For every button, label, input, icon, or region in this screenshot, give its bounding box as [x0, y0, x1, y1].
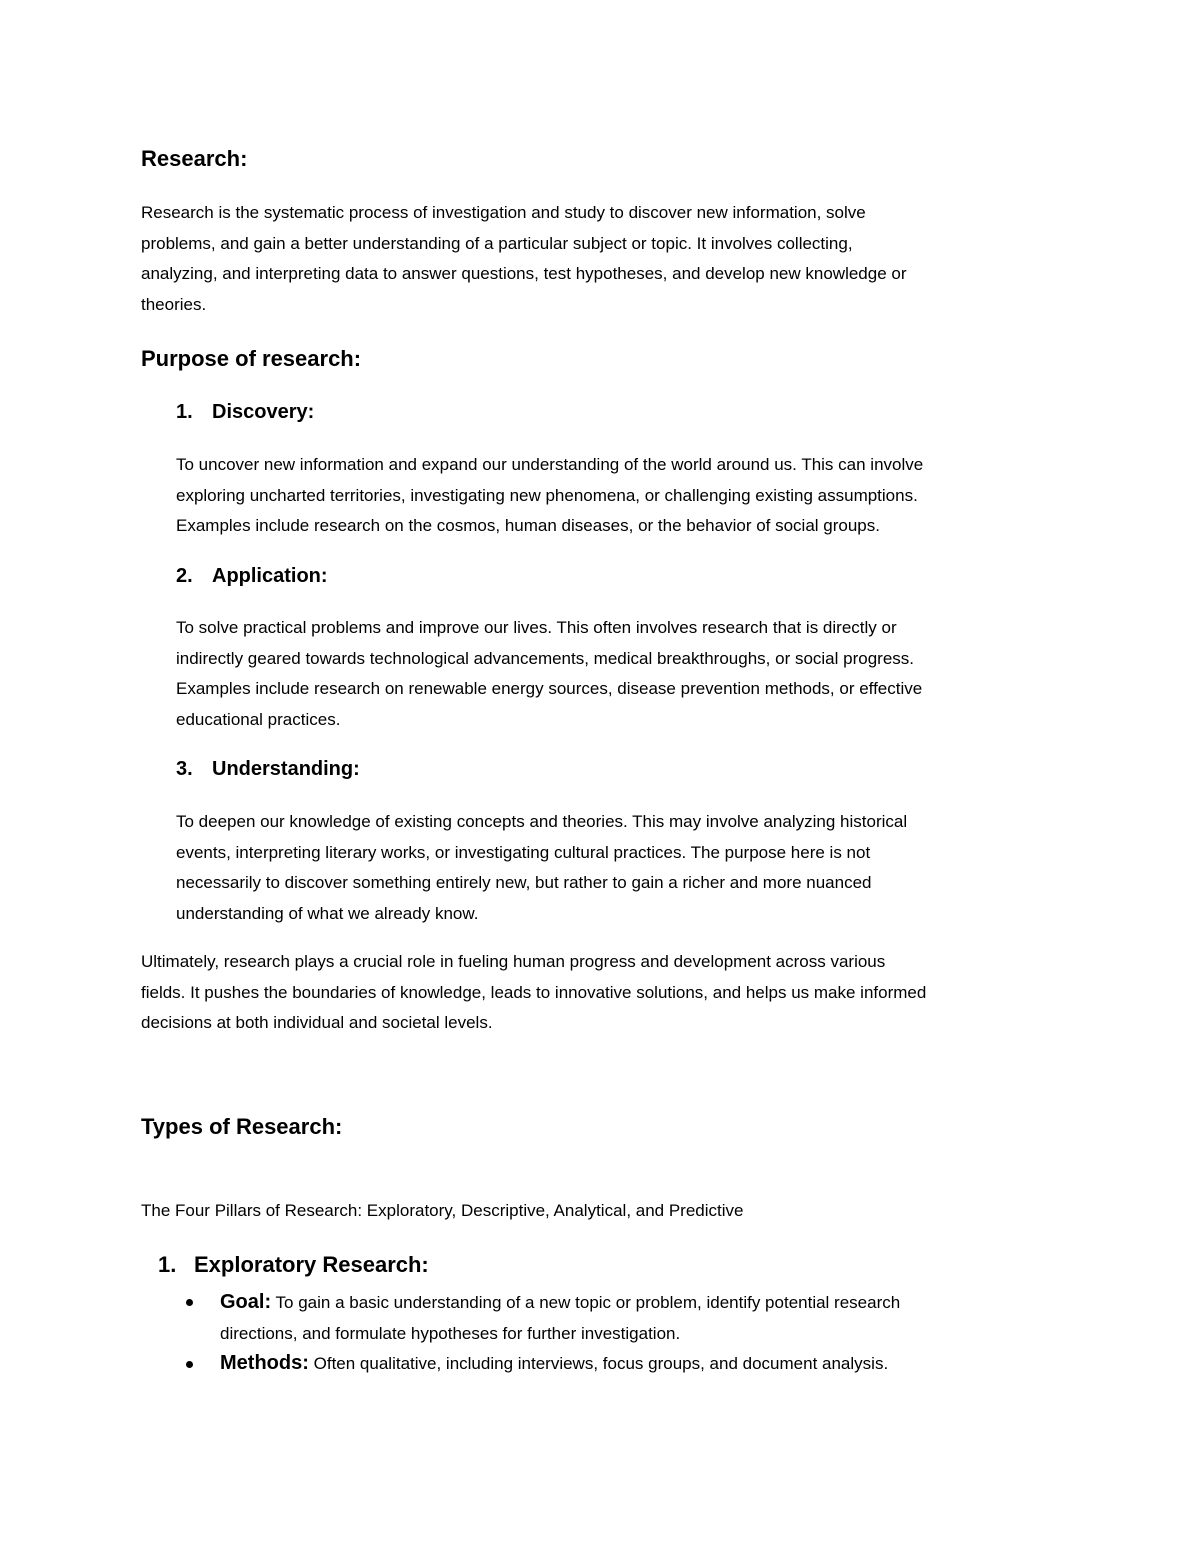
paragraph-line: exploring uncharted territories, investigating new phenomena, or challenging existing assumptions.	[176, 485, 918, 505]
purpose-item-understanding-text	[176, 807, 907, 929]
exploratory-research-heading	[158, 1252, 429, 1278]
types-intro	[141, 1196, 744, 1227]
paragraph-line: To deepen our knowledge of existing concepts and theories. This may involve analyzing historical	[176, 812, 908, 831]
paragraph-line: theories.	[141, 294, 207, 314]
methods-line	[220, 1348, 888, 1380]
goal-bullet	[220, 1287, 900, 1349]
paragraph-line: To solve practical problems and improve our lives. This often involves research that is directly or	[176, 618, 897, 637]
paragraph-line: educational practices.	[176, 709, 341, 729]
paragraph-line: events, interpreting literary works, or investigating cultural practices. The purpose here is not	[176, 842, 871, 862]
bullet-icon	[186, 1299, 193, 1306]
purpose-item-application-heading	[176, 564, 328, 588]
list-number: 3.	[176, 758, 193, 780]
list-title: Discovery:	[212, 401, 315, 423]
list-title: Application:	[212, 565, 328, 587]
methods-label: Methods:	[220, 1352, 309, 1374]
list-title: Understanding:	[212, 758, 360, 780]
goal-label: Goal:	[220, 1291, 272, 1313]
research-heading: Research:	[141, 146, 248, 171]
types-heading: Types of Research:	[141, 1114, 343, 1139]
purpose-item-discovery-heading	[176, 400, 314, 424]
bullet-icon	[186, 1361, 193, 1368]
goal-line	[220, 1287, 900, 1319]
conclusion-paragraph	[141, 947, 926, 1039]
paragraph-line: Ultimately, research plays a crucial role in fueling human progress and development across various	[141, 952, 886, 971]
paragraph-line: necessarily to discover something entirely new, but rather to gain a richer and more nuanced	[176, 873, 872, 892]
paragraph-line: The Four Pillars of Research: Exploratory, Descriptive, Analytical, and Predictive	[141, 1201, 744, 1220]
paragraph-line: directions, and formulate hypotheses for further investigation.	[220, 1323, 681, 1343]
paragraph-line: Examples include research on the cosmos, human diseases, or the behavior of social groups.	[176, 516, 880, 535]
paragraph-line: decisions at both individual and societal levels.	[141, 1013, 493, 1032]
list-number: 1.	[176, 401, 193, 423]
paragraph-line: To uncover new information and expand our understanding of the world around us. This can involve	[176, 455, 924, 474]
list-number: 1.	[158, 1252, 177, 1277]
purpose-item-understanding-heading	[176, 757, 360, 781]
paragraph-line: analyzing, and interpreting data to answer questions, test hypotheses, and develop new knowledge or	[141, 264, 907, 283]
goal-text: To gain a basic understanding of a new topic or problem, identify potential research	[275, 1293, 901, 1312]
paragraph-line: fields. It pushes the boundaries of knowledge, leads to innovative solutions, and helps us make informed	[141, 982, 927, 1002]
research-definition-paragraph	[141, 198, 907, 320]
methods-bullet	[220, 1348, 888, 1380]
purpose-item-application-text	[176, 613, 922, 735]
paragraph-line: problems, and gain a better understanding of a particular subject or topic. It involves collecting,	[141, 233, 853, 253]
paragraph-line: indirectly geared towards technological advancements, medical breakthroughs, or social progress.	[176, 648, 914, 668]
paragraph-line: Research is the systematic process of investigation and study to discover new information, solve	[141, 203, 866, 222]
purpose-heading: Purpose of research:	[141, 346, 362, 371]
paragraph-line: understanding of what we already know.	[176, 903, 479, 923]
paragraph-line: Examples include research on renewable energy sources, disease prevention methods, or effective	[176, 679, 923, 698]
purpose-item-discovery-text	[176, 450, 923, 542]
list-title: Exploratory Research:	[194, 1252, 429, 1277]
list-number: 2.	[176, 565, 193, 587]
methods-text: Often qualitative, including interviews, focus groups, and document analysis.	[313, 1354, 889, 1373]
